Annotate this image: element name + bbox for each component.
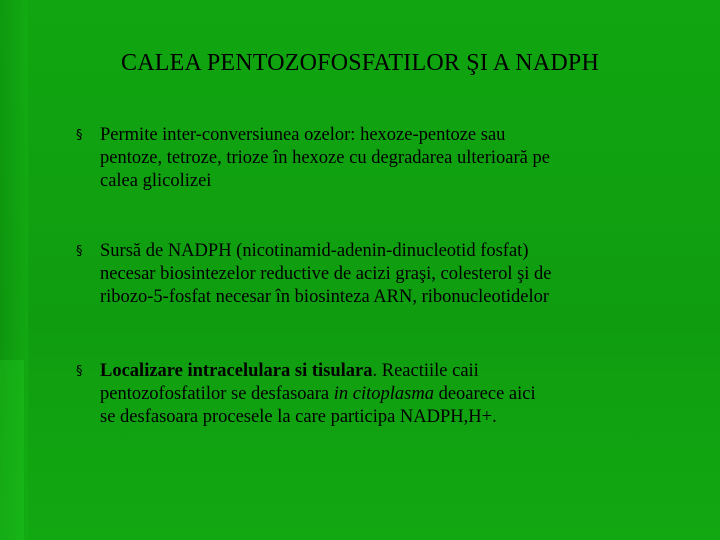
background-stripe-accent	[0, 360, 24, 540]
bullet-icon: §	[76, 128, 83, 143]
bold-heading: Localizare intracelulara si tisulara	[100, 361, 373, 381]
bullet-item	[76, 240, 696, 309]
bullet-text: Permite inter-conversiunea ozelor: hexoze-pentoze sau pentoze, tetroze, trioze în hexoze cu degradarea ulterioară pe calea glicolizei	[100, 125, 550, 191]
slide-title: CALEA PENTOZOFOSFATILOR ŞI A NADPH	[121, 50, 599, 76]
italic-term: in citoplasma	[333, 384, 434, 404]
bullet-item	[76, 360, 696, 429]
bullet-text: Localizare intracelulara si tisulara. Reactiile caii pentozofosfatilor se desfasoara in citoplasma deoarece aici se desfasoara procesele la care participa NADPH,H+.	[100, 361, 536, 427]
bullet-icon: §	[76, 244, 83, 259]
bullet-text: Sursă de NADPH (nicotinamid-adenin-dinucleotid fosfat) necesar biosintezelor reductive de acizi graşi, colesterol şi de ribozo-5-fosfat necesar în biosinteza ARN, ribonucleotidelor	[100, 241, 552, 307]
bullet-icon: §	[76, 364, 83, 379]
bullet-item	[76, 124, 696, 193]
